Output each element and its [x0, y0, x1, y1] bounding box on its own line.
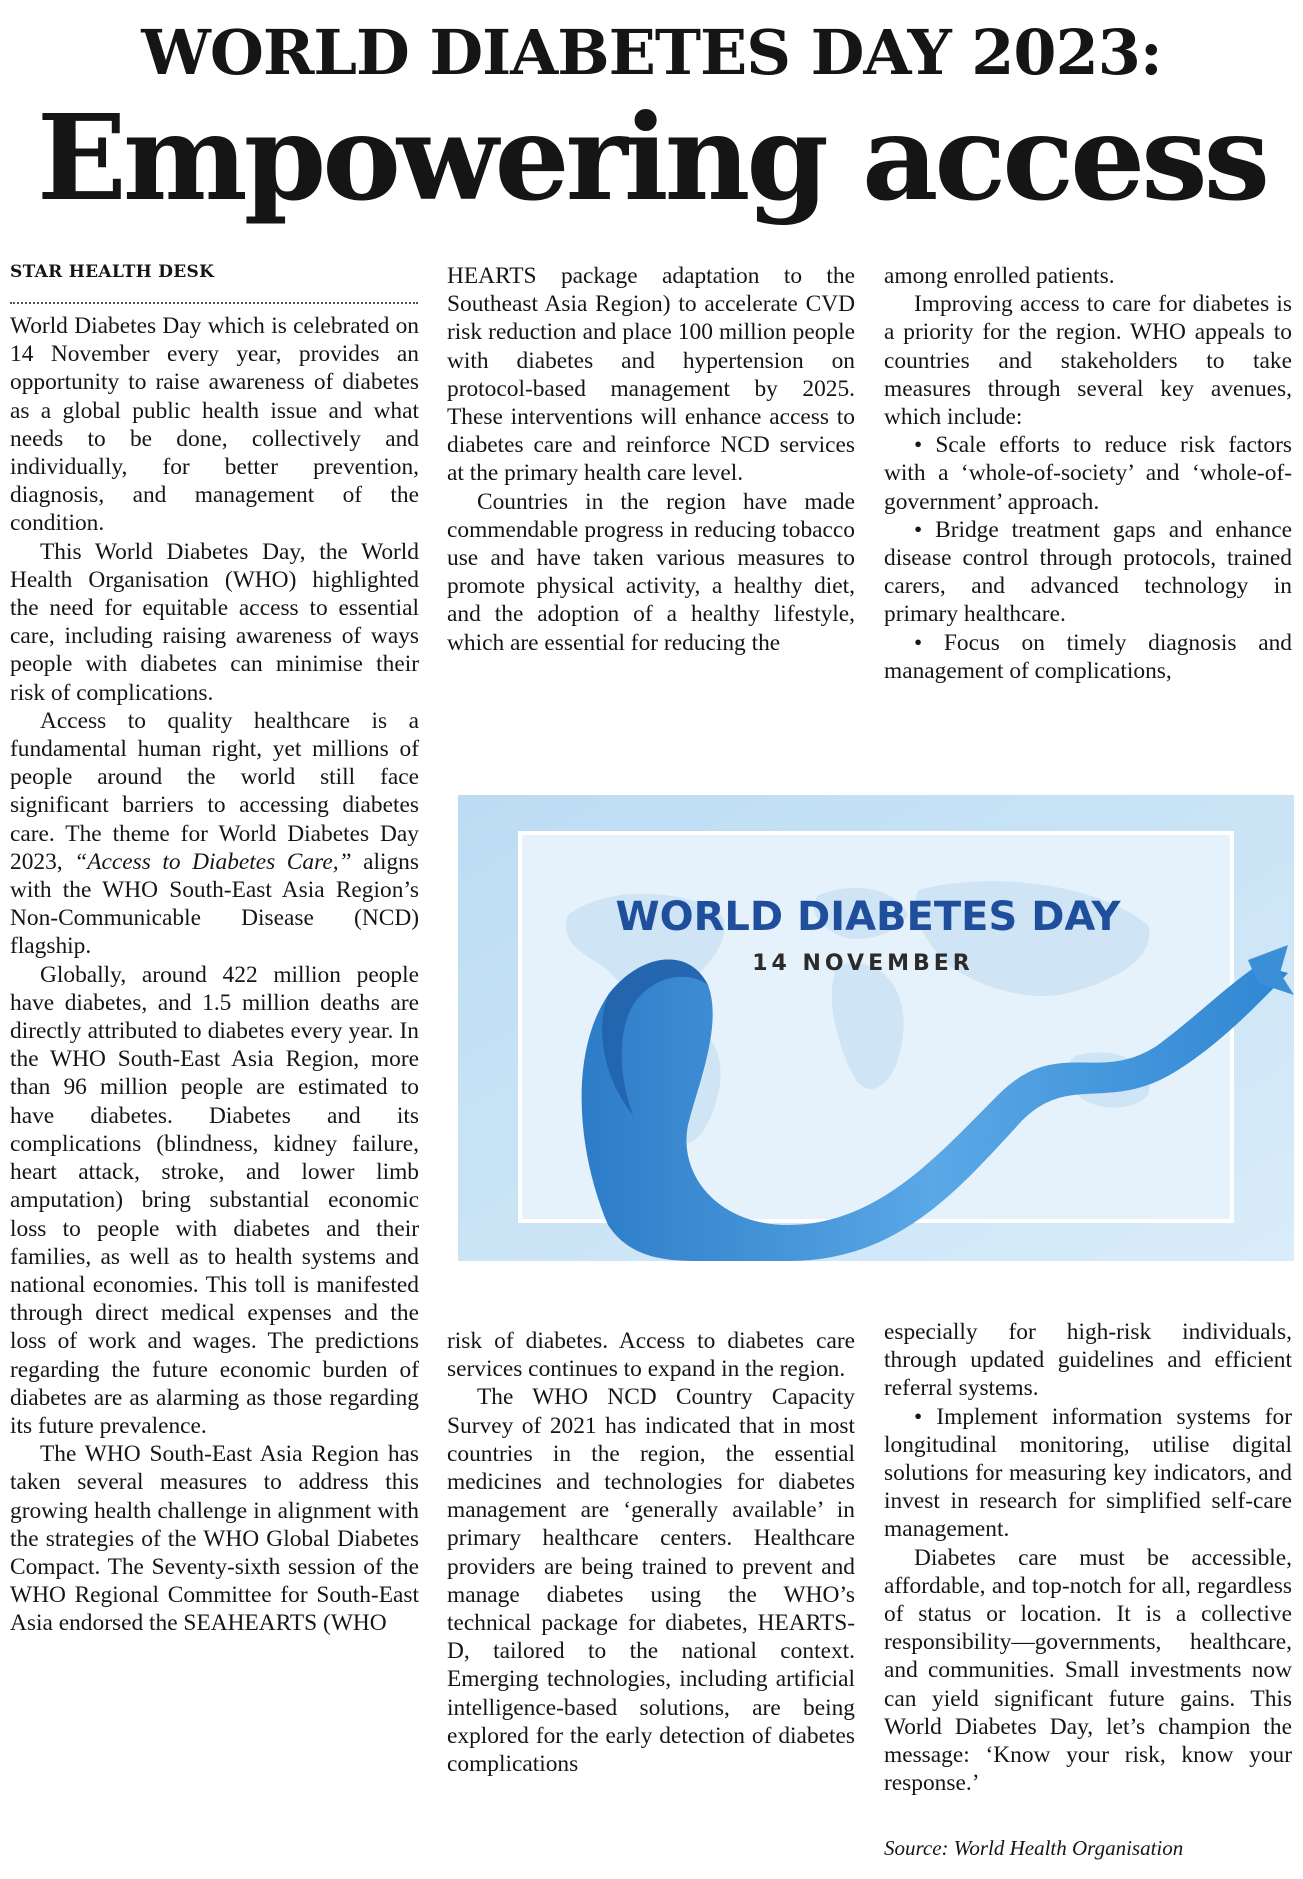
paragraph: World Diabetes Day which is celebrated on 14 November every year, provides an opportunity to raise awareness of diabetes as a global public health issue and what needs to be done, collectively and individually, for better prevention, diagnosis, and management of the condition.	[10, 313, 419, 537]
paragraph: among enrolled patients.	[884, 263, 1115, 289]
column-3-top	[884, 262, 1292, 685]
paragraph: Globally, around 422 million people have diabetes, and 1.5 million deaths are directly attributed to diabetes every year. In the WHO South-East Asia Region, more than 96 million people are estimated to have diabetes. Diabetes and its complications (blindness, kidney failure, heart attack, stroke, and lower limb amputation) bring substantial economic loss to people with diabetes and their families, as well as to health systems and national economies. This toll is manifested through direct medical expenses and the loss of work and wages. The predictions regarding the future economic burden of diabetes are as alarming as those regarding its future prevalence.	[10, 961, 419, 1439]
byline: STAR HEALTH DESK	[10, 262, 215, 282]
paragraph: risk of diabetes. Access to diabetes care services continues to expand in the region.	[447, 1328, 855, 1383]
paragraph: HEARTS package adaptation to the Southeast Asia Region) to accelerate CVD risk reduction and place 100 million people with diabetes and hypertension on protocol-based management by 2025. These interventions will enhance access to diabetes care and reinforce NCD services at the primary health care level.	[447, 263, 855, 487]
paragraph: Countries in the region have made commendable progress in reducing tobacco use and have taken various measures to promote physical activity, a healthy diet, and the adoption of a healthy lifestyle, which are essential for reducing the	[447, 488, 855, 656]
paragraph	[10, 707, 419, 961]
bullet-item: • Bridge treatment gaps and enhance disease control through protocols, trained carers, and advanced technology in primary healthcare.	[884, 516, 1292, 628]
paragraph-text: Access to quality healthcare is a fundamental human right, yet millions of people around the world still face significant barriers to accessing diabetes care. The theme for World Diabetes Day 2023,	[10, 707, 419, 875]
column-2-top	[447, 262, 855, 657]
theme-quote: “Access to Diabetes Care,”	[74, 848, 352, 875]
article-kicker: WORLD DIABETES DAY 2023:	[141, 16, 1162, 89]
paragraph: The WHO NCD Country Capacity Survey of 2021 has indicated that in most countries in the region, the essential medicines and technologies for diabetes management are ‘generally available’ in primary healthcare centers. Healthcare providers are being trained to prevent and manage diabetes using the WHO’s technical package for diabetes, HEARTS-D, tailored to the national context. Emerging technologies, including artificial intelligence-based solutions, are being explored for the early detection of diabetes complications	[447, 1384, 855, 1778]
source-credit: Source: World Health Organisation	[884, 1836, 1184, 1860]
image-title: WORLD DIABETES DAY	[615, 894, 1121, 940]
column-2-bottom	[447, 1327, 855, 1778]
byline-divider	[10, 302, 418, 304]
paragraph: The WHO South-East Asia Region has taken several measures to address this growing health challenge in alignment with the strategies of the WHO Global Diabetes Compact. The Seventy-sixth session of the WHO Regional Committee for South-East Asia endorsed the SEAHEARTS (WHO	[10, 1441, 419, 1637]
bullet-item: • Implement information systems for longitudinal monitoring, utilise digital solutions for measuring key indicators, and invest in research for simplified self-care management.	[884, 1403, 1292, 1543]
world-diabetes-day-image	[458, 795, 1294, 1261]
ribbon-illustration	[458, 795, 1294, 1261]
paragraph: Diabetes care must be accessible, affordable, and top-notch for all, regardless of status or location. It is a collective responsibility—governments, healthcare, and communities. Small investments now can yield significant future gains. This World Diabetes Day, let’s champion the message: ‘Know your risk, know your response.’	[884, 1544, 1292, 1797]
column-3-bottom	[884, 1318, 1292, 1797]
bullet-item: • Focus on timely diagnosis and management of complications,	[884, 629, 1292, 684]
column-1	[10, 312, 419, 1638]
paragraph: This World Diabetes Day, the World Health Organisation (WHO) highlighted the need for equitable access to essential care, including raising awareness of ways people with diabetes can minimise their risk of complications.	[10, 538, 419, 706]
image-date: 14 NOVEMBER	[752, 951, 974, 976]
article-headline: Empowering access	[36, 88, 1267, 227]
bullet-item: • Scale efforts to reduce risk factors with a ‘whole-of-society’ and ‘whole-of-government’ approach.	[884, 432, 1292, 515]
paragraph: Improving access to care for diabetes is a priority for the region. WHO appeals to countries and stakeholders to take measures through several key avenues, which include:	[884, 291, 1292, 431]
paragraph: especially for high-risk individuals, through updated guidelines and efficient referral systems.	[884, 1319, 1292, 1402]
paragraph-text: aligns with the WHO South-East Asia Region’s Non-Communicable Disease (NCD) flagship.	[10, 848, 419, 960]
